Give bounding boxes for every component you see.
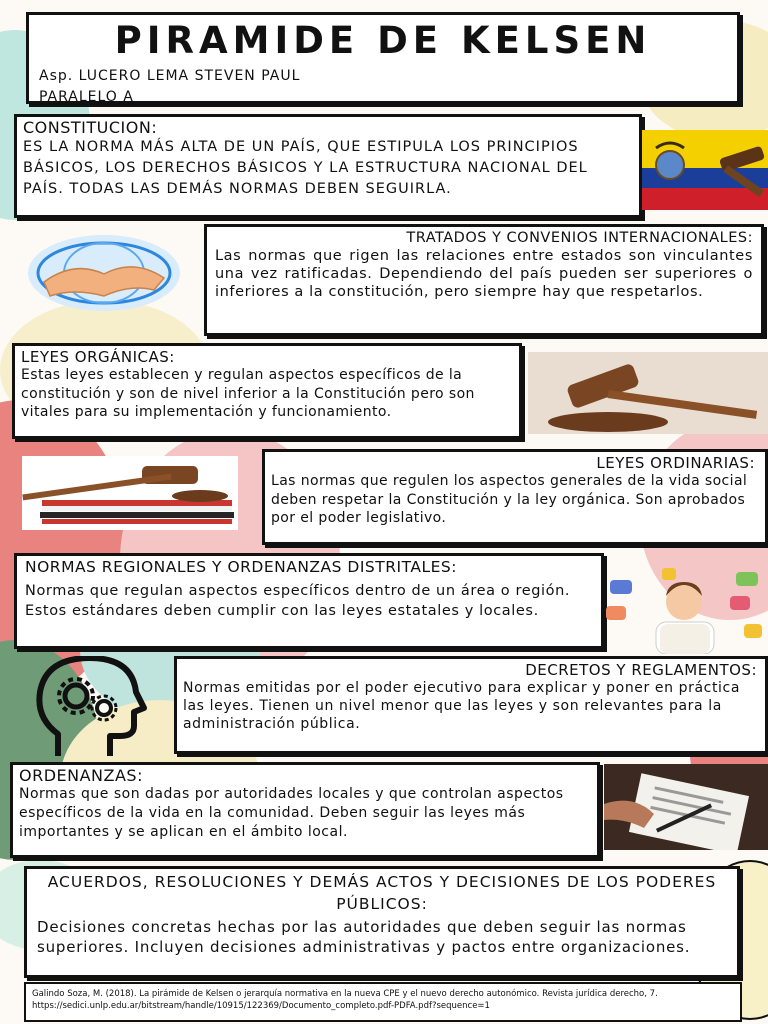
citation-text: Galindo Soza, M. (2018). La pirámide de Kelsen o jerarquía normativa en la nueva CPE y el nuevo derecho autonómico. Revista jurídica derecho, 7. [32,989,658,999]
section-normas-regionales [14,553,604,649]
author-name: Asp. LUCERO LEMA STEVEN PAUL [39,68,301,84]
ecuador-flag-gavel-icon [642,130,768,210]
section-title: TRATADOS Y CONVENIOS INTERNACIONALES: [406,230,753,246]
section-leyes-organicas [12,343,522,439]
section-title: LEYES ORDINARIAS: [596,454,755,472]
section-acuerdos [24,866,740,978]
section-body: Normas que regulan aspectos específicos dentro de un área o región. Estos estándares deben cumplir con las leyes estatales y locales. [25,583,571,619]
section-body: ES LA NORMA MÁS ALTA DE UN PAÍS, QUE ESTIPULA LOS PRINCIPIOS BÁSICOS, LOS DERECHOS BÁSICOS Y LA ESTRUCTURA NACIONAL DEL PAÍS. TODAS LAS DEMÁS NORMAS DEBEN SEGUIRLA. [23,139,588,197]
gavel-icon [528,352,768,434]
section-ordenanzas [10,762,600,858]
group-label: PARALELO A [39,89,134,105]
section-decretos [174,656,768,754]
section-title: NORMAS REGIONALES Y ORDENANZAS DISTRITALES: [25,558,457,576]
section-body: Estas leyes establecen y regulan aspectos específicos de la constitución y son de nivel inferior a la Constitución pero son vitales para su implementación y funcionamiento. [21,367,475,420]
handshake-globe-icon [24,232,184,314]
thinking-boy-puzzle-icon [604,566,768,654]
signing-document-icon [604,764,768,850]
section-tratados [204,224,764,336]
section-title: ORDENANZAS: [19,766,143,785]
citation-url[interactable]: https://sedici.unlp.edu.ar/bitstream/handle/10915/122369/Documento_completo.pdf-PDFA.pdf?sequence=1 [32,1001,490,1011]
head-gears-icon [18,656,158,760]
section-body: Normas que son dadas por autoridades locales y que controlan aspectos específicos de la vida en la comunidad. Deben seguir las leyes más importantes y se aplican en el ámbito local. [19,786,564,840]
section-title: ACUERDOS, RESOLUCIONES Y DEMÁS ACTOS Y DECISIONES DE LOS PODERES PÚBLICOS: [47,873,717,913]
section-body: Normas emitidas por el poder ejecutivo para explicar y poner en práctica las leyes. Tienen un nivel menor que las leyes y son relevantes para la administración pública. [183,680,741,732]
section-title: LEYES ORGÁNICAS: [21,348,175,366]
section-body: Las normas que rigen las relaciones entre estados son vinculantes una vez ratificadas. Dependiendo del país pueden ser superiores o inferiores a la constitución, pero siempre hay que respetarlos. [215,248,753,300]
section-body: Las normas que regulen los aspectos generales de la vida social deben respetar la Constitución y la ley orgánica. Son aprobados por el poder legislativo. [271,473,748,526]
section-body: Decisiones concretas hechas por las autoridades que deben seguir las normas superiores. Incluyen decisiones administrativas y pactos entre organizaciones. [37,918,691,956]
section-leyes-ordinarias [262,449,768,545]
section-title: DECRETOS Y REGLAMENTOS: [525,661,757,679]
section-constitucion [14,114,642,218]
gavel-on-books-icon [22,456,238,530]
title-card [26,12,740,104]
section-title: CONSTITUCION: [23,118,158,137]
page-title: PIRAMIDE DE KELSEN [114,19,652,62]
reference-citation [24,982,742,1022]
